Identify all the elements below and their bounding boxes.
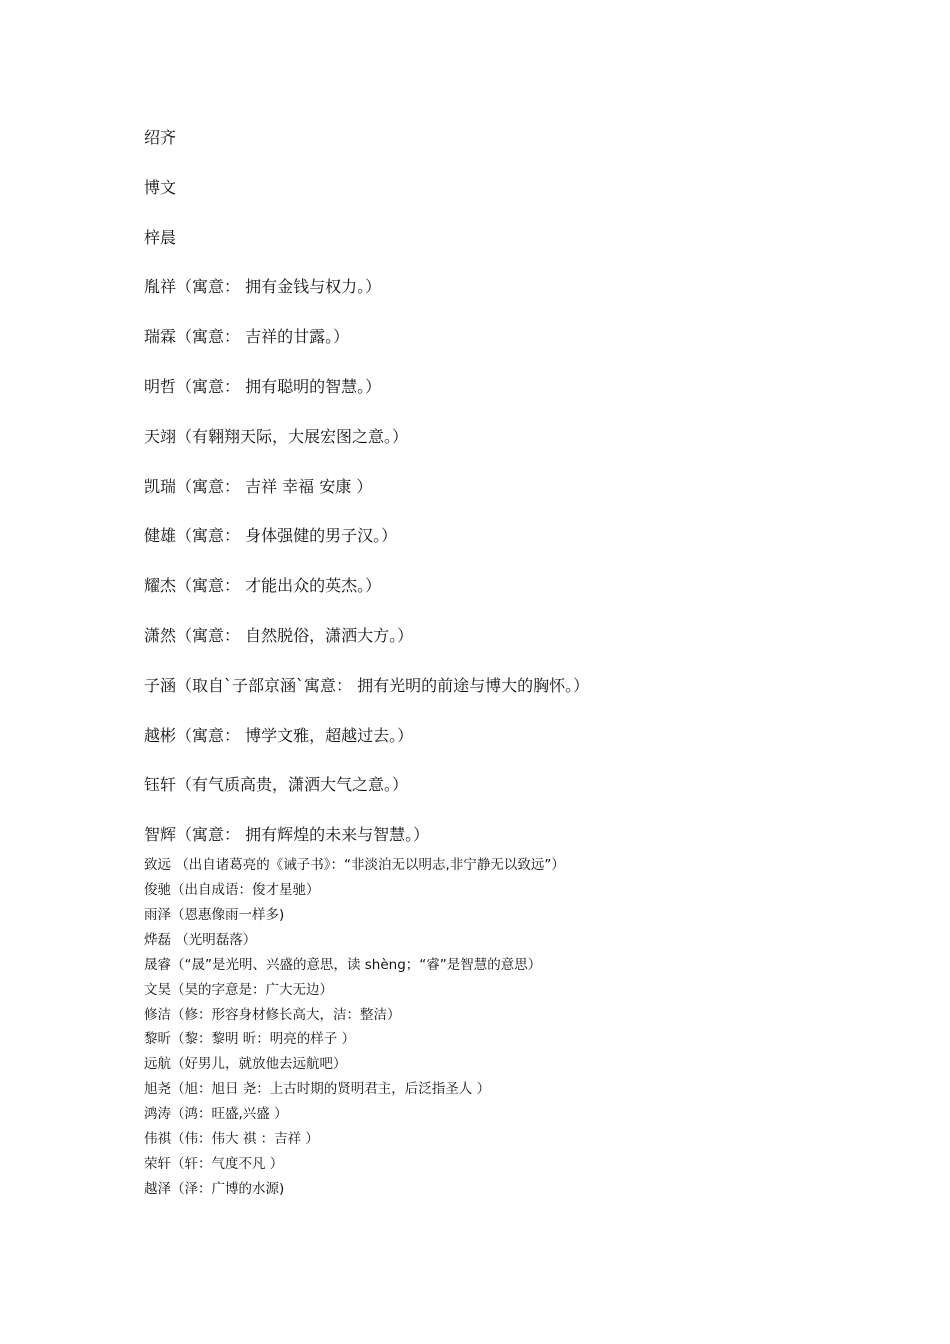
list-item: 明哲（寓意： 拥有聪明的智慧。） — [144, 376, 382, 396]
list-item: 雨泽（恩惠像雨一样多) — [144, 906, 285, 923]
list-item: 荣轩（轩：气度不凡 ） — [144, 1155, 284, 1172]
list-item: 文昊（昊的字意是：广大无边） — [144, 981, 333, 998]
list-item: 黎昕（黎：黎明 昕：明亮的样子 ） — [144, 1031, 356, 1048]
list-item: 胤祥（寓意： 拥有金钱与权力。） — [144, 277, 382, 297]
list-item: 梓晨 — [144, 227, 177, 247]
list-item: 越彬（寓意： 博学文雅，超越过去。） — [144, 725, 414, 745]
list-item: 博文 — [144, 177, 177, 197]
list-item: 越泽（泽：广博的水源) — [144, 1180, 285, 1197]
list-item: 伟祺（伟：伟大 祺 ：吉祥 ） — [144, 1130, 319, 1147]
list-item: 智辉（寓意： 拥有辉煌的未来与智慧。） — [144, 825, 430, 845]
list-item: 凯瑞（寓意： 吉祥 幸福 安康 ） — [144, 476, 373, 496]
list-item: 钰轩（有气质高贵，潇洒大气之意。） — [144, 775, 409, 795]
list-item: 绍齐 — [144, 128, 177, 147]
list-item: 旭尧（旭：旭日 尧：上古时期的贤明君主，后泛指圣人 ） — [144, 1081, 491, 1098]
list-item: 潇然（寓意： 自然脱俗，潇洒大方。） — [144, 625, 414, 645]
list-item: 健雄（寓意： 身体强健的男子汉。） — [144, 526, 398, 546]
document-page — [144, 124, 904, 1202]
list-item: 远航（好男儿，就放他去远航吧） — [144, 1056, 347, 1073]
list-item: 耀杰（寓意： 才能出众的英杰。） — [144, 576, 382, 596]
list-item: 瑞霖（寓意： 吉祥的甘露。） — [144, 327, 350, 347]
name-list-large — [144, 124, 904, 853]
list-item: 修洁（修：形容身材修长高大，洁：整洁） — [144, 1006, 401, 1023]
list-item: 晟睿（“晟”是光明、兴盛的意思，读 shèng；“睿”是智慧的意思） — [144, 956, 542, 973]
list-item: 鸿涛（鸿：旺盛,兴盛 ） — [144, 1106, 288, 1123]
list-item: 俊驰（出自成语：俊才星驰） — [144, 882, 320, 899]
list-item: 天翊（有翱翔天际，大展宏图之意。） — [144, 426, 409, 446]
name-list-small — [144, 853, 904, 1201]
list-item: 烨磊 （光明磊落） — [144, 931, 257, 948]
list-item: 子涵（取自`子部京涵`寓意： 拥有光明的前途与博大的胸怀。） — [144, 675, 590, 695]
list-item: 致远 （出自诸葛亮的《诫子书》：“非淡泊无以明志,非宁静无以致远”） — [144, 857, 565, 874]
